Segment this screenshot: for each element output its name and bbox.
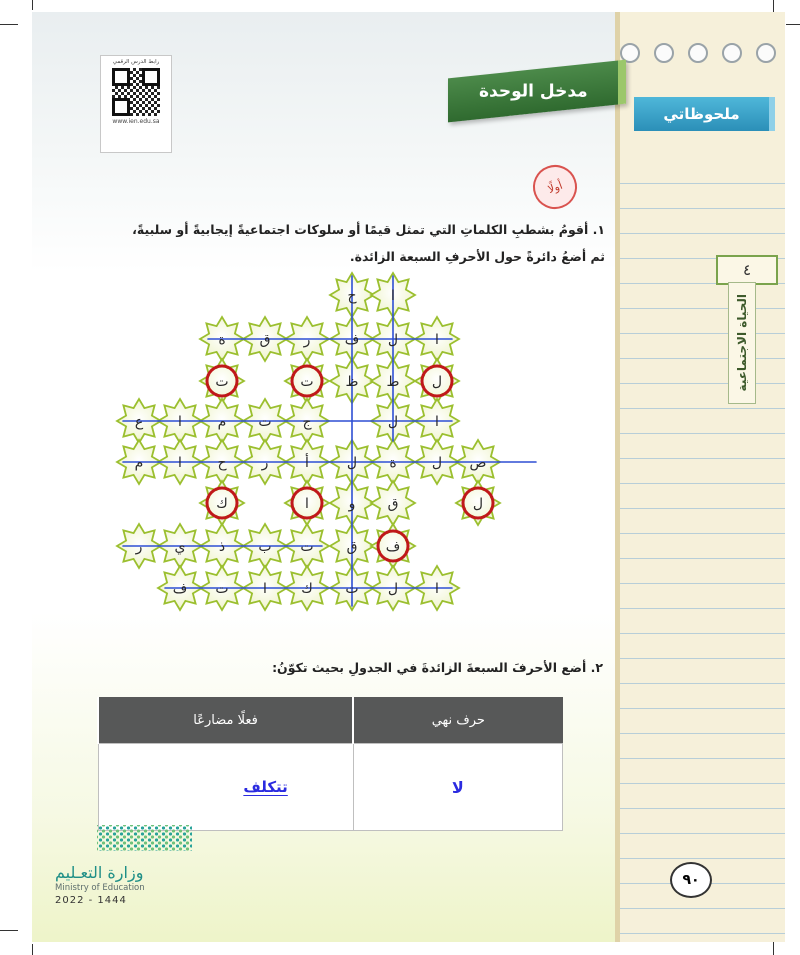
puzzle-letter: ل [387,414,399,430]
puzzle-letter: ق [259,332,271,348]
puzzle-letter: ع [134,414,144,430]
puzzle-letter: ت [345,581,359,597]
puzzle-letter: أ [305,455,309,471]
puzzle-letter: ي [174,539,186,555]
puzzle-letter: ط [386,374,400,390]
puzzle-letter: ذ [218,539,226,555]
puzzle-letter: ف [385,539,401,555]
unit-name: الحياة الاجتماعية [735,294,749,392]
puzzle-letter: ج [302,414,312,430]
puzzle-letter: ب [258,539,272,555]
puzzle-letter: ت [300,539,314,555]
puzzle-letter: ك [216,496,228,512]
qr-caption: رابط الدرس الرقمي [112,59,160,65]
puzzle-letter: ا [305,496,309,512]
puzzle-letter: ق [387,496,399,512]
puzzle-letter: ا [178,414,182,430]
puzzle-letter: ح [217,455,227,471]
question-1-line-1: ١. أقومُ بشطبِ الكلماتِ التي تمثل قيمًا أو سلوكات اجتماعيةً إيجابيةً أو سلبيةً، [132,222,605,237]
ministry-dots-icon [97,825,192,851]
answer-verb-cell [98,744,353,831]
puzzle-letter: ص [469,455,487,471]
question-2: ٢. أضع الأحرفَ السبعةَ الزائدةَ في الجدولِ بحيث تكوّنُ: [272,660,603,675]
puzzle-letter: ل [387,332,399,348]
puzzle-letter: ظ [345,374,359,390]
puzzle-letter: ا [391,288,395,304]
puzzle-letter: ك [301,581,313,597]
puzzle-letter: ر [261,455,269,471]
puzzle-letter: ا [178,455,182,471]
puzzle-letter: ل [387,581,399,597]
puzzle-letter: ت [215,374,229,390]
puzzle-letter: م [134,455,144,471]
qr-url: www.ien.edu.sa [112,118,160,125]
puzzle-letter: ة [389,455,397,471]
puzzle-letter: ا [263,581,267,597]
table-header-prohibition: حرف نهي [353,697,562,744]
puzzle-letter: ر [135,539,143,555]
answer-verb: تتكلف [243,778,288,796]
answer-prohibition: لا [353,744,562,831]
puzzle-letter: ف [344,332,360,348]
puzzle-letter: ت [258,414,272,430]
puzzle-letter: ا [435,332,439,348]
notes-label: ملحوظاتي [634,97,775,131]
unit-banner-title: مدخل الوحدة [478,81,588,102]
page-number: ٩٠ [670,862,712,898]
puzzle-letter: ة [218,332,226,348]
ministry-name-en: Ministry of Education [55,883,145,893]
question-1-line-2: ثم أضعُ دائرةً حول الأحرفِ السبعة الزائدة. [349,249,605,264]
answer-table [97,697,563,831]
puzzle-letter: ق [346,539,358,555]
puzzle-letter: ل [431,374,443,390]
ministry-logo [55,825,205,906]
puzzle-letter: ت [300,374,314,390]
puzzle-letter: ف [172,581,188,597]
table-header-verb: فعلًا مضارعًا [98,697,353,744]
puzzle-letter: ر [303,332,311,348]
puzzle-letter: ل [346,455,358,471]
puzzle-letter: ل [472,496,484,512]
puzzle-letter: و [348,496,356,512]
puzzle-letter: ت [215,581,229,597]
puzzle-letter: ح [347,288,357,304]
puzzle-letter: ا [435,414,439,430]
ministry-name-ar: وزارة التعـليم [55,863,144,882]
section-stamp: أولًا [527,159,583,215]
puzzle-letter: ل [431,455,443,471]
puzzle-letter: م [217,414,227,430]
puzzle-letter: ا [435,581,439,597]
unit-number: ٤ [716,255,778,285]
edition-year: 2022 - 1444 [55,895,127,906]
